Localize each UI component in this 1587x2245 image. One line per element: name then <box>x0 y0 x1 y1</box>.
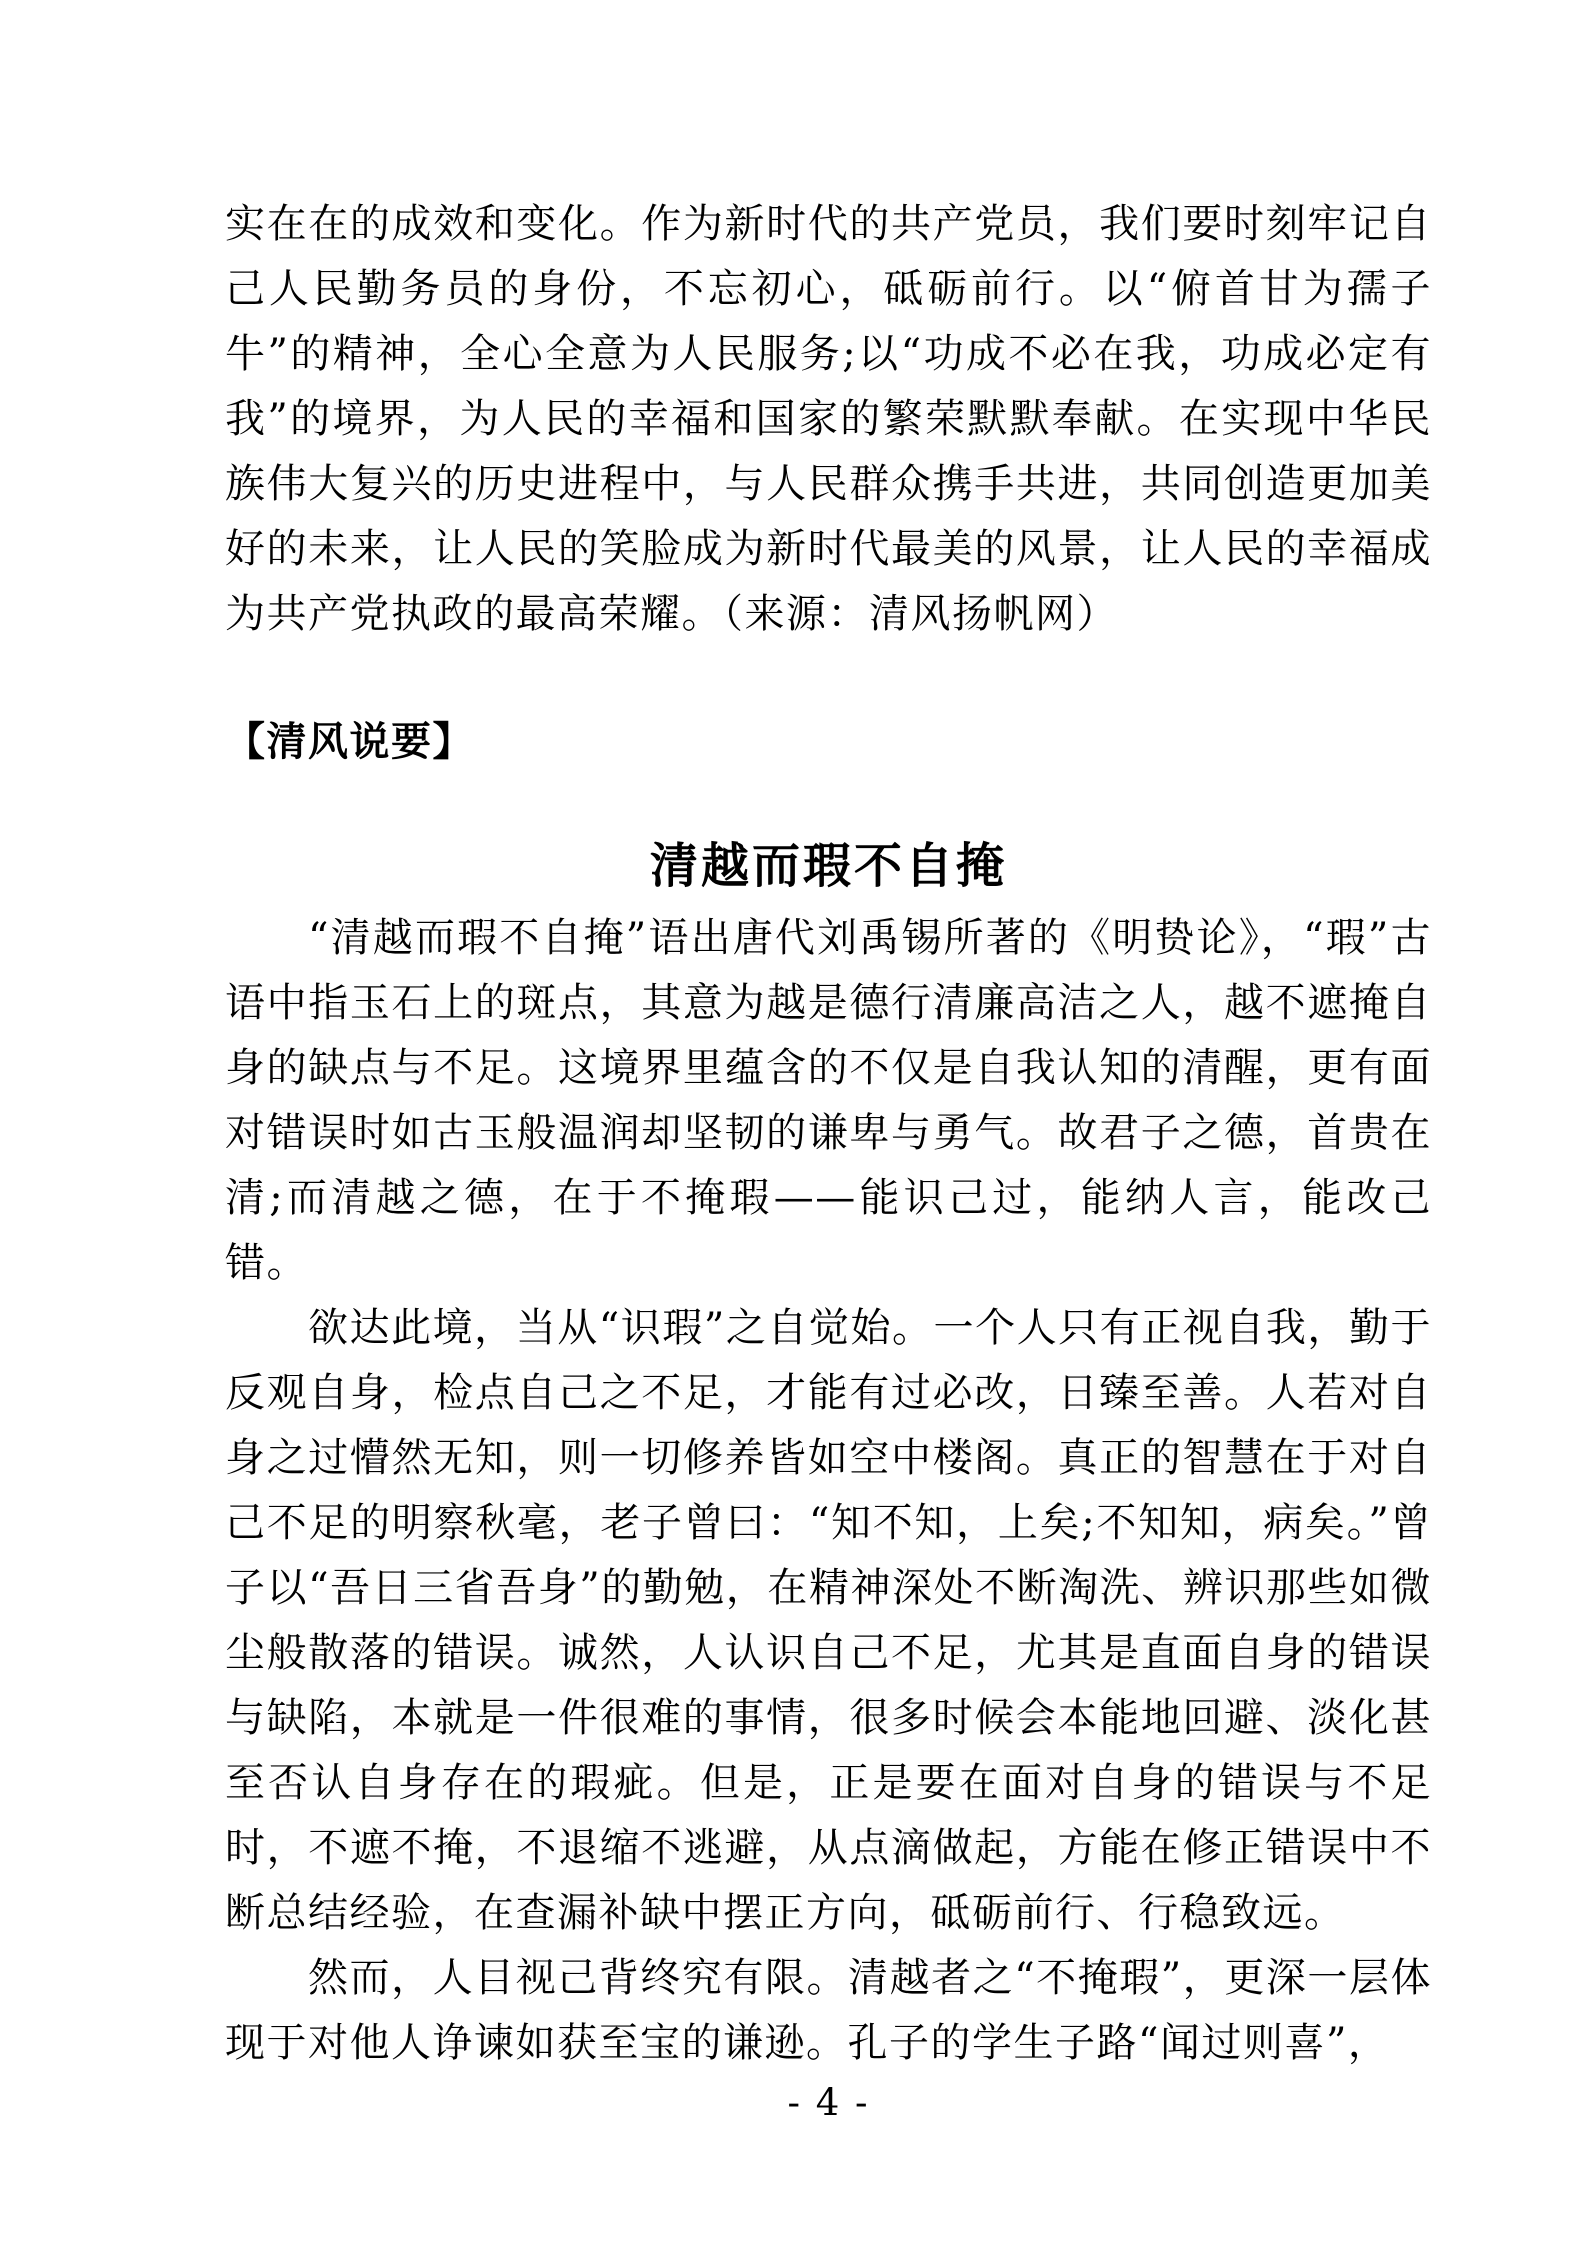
page-number: - 4 - <box>787 2081 870 2124</box>
text-block <box>225 0 1432 2076</box>
section-header: 【清风说要】 <box>225 718 474 765</box>
article-title: 清越而瑕不自掩 <box>649 838 1007 894</box>
article-paragraph-1: “清越而瑕不自掩”语出唐代刘禹锡所著的《明贽论》，“瑕”古语中指玉石上的斑点，其意为越是德行清廉高洁之人，越不遮掩自身的缺点与不足。这境界里蕴含的不仅是自我认知的清醒，更有面对错误时如古玉般温润却坚韧的谦卑与勇气。故君子之德，首贵在清;而清越之德，在于不掩瑕——能识己过，能纳人言，能改己错。 <box>225 915 1432 1286</box>
page-footer <box>225 2078 1432 2128</box>
lead-paragraph: 实在在的成效和变化。作为新时代的共产党员，我们要时刻牢记自己人民勤务员的身份，不忘初心，砥砺前行。以“俯首甘为孺子牛”的精神，全心全意为人民服务;以“功成不必在我，功成必定有我”的境界，为人民的幸福和国家的繁荣默默奉献。在实现中华民族伟大复兴的历史进程中，与人民群众携手共进，共同创造更加美好的未来，让人民的笑脸成为新时代最美的风景，让人民的幸福成为共产党执政的最高荣耀。（来源：清风扬帆网） <box>225 201 1432 637</box>
article-paragraph-3: 然而，人目视己背终究有限。清越者之“不掩瑕”，更深一层体现于对他人诤谏如获至宝的谦逊。孔子的学生子路“闻过则喜”， <box>225 1955 1432 2066</box>
article-paragraph-2: 欲达此境，当从“识瑕”之自觉始。一个人只有正视自我，勤于反观自身，检点自己之不足，才能有过必改，日臻至善。人若对自身之过懵然无知，则一切修养皆如空中楼阁。真正的智慧在于对自己不足的明察秋毫，老子曾曰：“知不知，上矣;不知知，病矣。”曾子以“吾日三省吾身”的勤勉，在精神深处不断淘洗、辨识那些如微尘般散落的错误。诚然，人认识自己不足，尤其是直面自身的错误与缺陷，本就是一件很难的事情，很多时候会本能地回避、淡化甚至否认自身存在的瑕疵。但是，正是要在面对自身的错误与不足时，不遮不掩，不退缩不逃避，从点滴做起，方能在修正错误中不断总结经验，在查漏补缺中摆正方向，砥砺前行、行稳致远。 <box>225 1305 1432 1936</box>
